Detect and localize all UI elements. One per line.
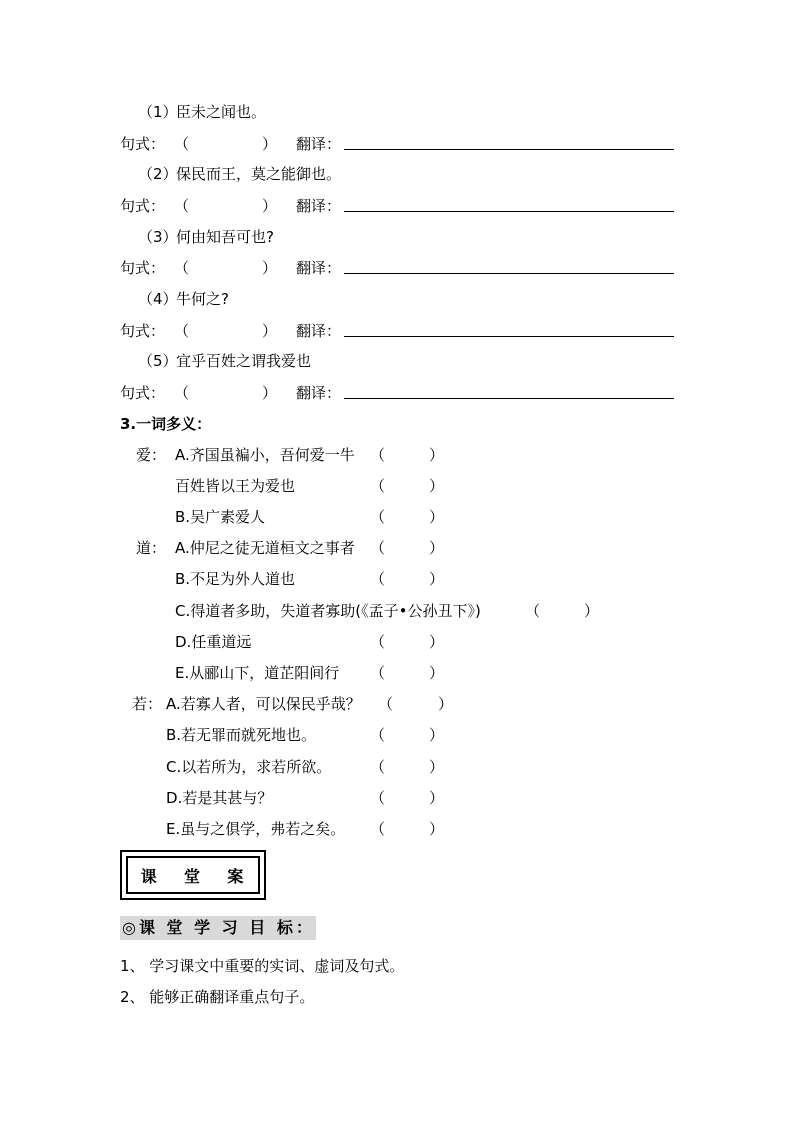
sentence-number: （2） <box>138 165 178 183</box>
polysemy-item: A.仲尼之徒无道桓文之事者 <box>175 539 355 557</box>
paren-open: （ <box>370 664 386 682</box>
banner-char: 案 <box>227 866 246 886</box>
sentence-text: 臣未之闻也。 <box>176 103 267 121</box>
objectives-title: ◎课 堂 学 习 目 标： <box>120 916 316 940</box>
sentence-text: 宜乎百姓之谓我爱也 <box>176 352 312 370</box>
polysemy-heading: 3.一词多义： <box>120 415 212 433</box>
paren-close: ） <box>584 602 600 620</box>
polysemy-word: 若： <box>132 695 163 713</box>
answer-line[interactable] <box>344 336 674 337</box>
paren-open: （ <box>174 197 190 215</box>
objective-item: 2、 能够正确翻译重点句子。 <box>120 988 315 1006</box>
paren-open: （ <box>525 602 541 620</box>
paren-open: （ <box>370 633 386 651</box>
paren-open: （ <box>174 322 190 340</box>
classroom-banner <box>120 850 266 900</box>
sentence-number: （3） <box>138 228 178 246</box>
paren-open: （ <box>370 789 386 807</box>
answer-line[interactable] <box>344 149 674 150</box>
syntax-label: 句式： <box>120 135 166 153</box>
paren-close: ） <box>429 726 445 744</box>
paren-close: ） <box>429 539 445 557</box>
paren-open: （ <box>370 508 386 526</box>
paren-open: （ <box>370 820 386 838</box>
answer-line[interactable] <box>344 398 674 399</box>
translate-label: 翻译： <box>296 197 342 215</box>
paren-open: （ <box>174 384 190 402</box>
polysemy-item: 百姓皆以王为爱也 <box>175 477 296 495</box>
paren-close: ） <box>262 259 278 277</box>
paren-open: （ <box>370 446 386 464</box>
banner-char: 课 <box>140 866 159 886</box>
polysemy-item: C.得道者多助，失道者寡助(《孟子•公孙丑下》) <box>175 602 481 620</box>
answer-line[interactable] <box>344 273 674 274</box>
banner-inner-frame <box>126 856 260 894</box>
syntax-label: 句式： <box>120 259 166 277</box>
banner-char: 堂 <box>183 866 202 886</box>
polysemy-item: E.从郦山下，道芷阳间行 <box>175 664 340 682</box>
polysemy-word: 爱： <box>136 446 167 464</box>
paren-open: （ <box>370 477 386 495</box>
paren-open: （ <box>370 570 386 588</box>
syntax-label: 句式： <box>120 322 166 340</box>
polysemy-item: A.若寡人者，可以保民乎哉？ <box>166 695 361 713</box>
paren-open: （ <box>370 539 386 557</box>
translate-label: 翻译： <box>296 384 342 402</box>
paren-close: ） <box>429 508 445 526</box>
paren-open: （ <box>174 259 190 277</box>
paren-close: ） <box>262 322 278 340</box>
translate-label: 翻译： <box>296 135 342 153</box>
paren-close: ） <box>262 135 278 153</box>
paren-close: ） <box>429 477 445 495</box>
paren-open: （ <box>378 695 394 713</box>
polysemy-item: B.吴广素爱人 <box>175 508 266 526</box>
polysemy-item: D.任重道远 <box>175 633 252 651</box>
translate-label: 翻译： <box>296 322 342 340</box>
objective-item: 1、 学习课文中重要的实词、虚词及句式。 <box>120 957 405 975</box>
polysemy-item: C.以若所为，求若所欲。 <box>166 758 332 776</box>
polysemy-word: 道： <box>136 539 167 557</box>
sentence-number: （4） <box>138 290 178 308</box>
paren-close: ） <box>262 197 278 215</box>
paren-open: （ <box>174 135 190 153</box>
sentence-text: 保民而王，莫之能御也。 <box>176 165 342 183</box>
polysemy-item: E.虽与之俱学，弗若之矣。 <box>166 820 346 838</box>
paren-close: ） <box>429 820 445 838</box>
paren-open: （ <box>370 758 386 776</box>
paren-close: ） <box>262 384 278 402</box>
paren-close: ） <box>438 695 454 713</box>
paren-close: ） <box>429 758 445 776</box>
syntax-label: 句式： <box>120 384 166 402</box>
translate-label: 翻译： <box>296 259 342 277</box>
paren-open: （ <box>370 726 386 744</box>
sentence-number: （5） <box>138 352 178 370</box>
answer-line[interactable] <box>344 211 674 212</box>
polysemy-item: A.齐国虽褊小，吾何爱一牛 <box>175 446 355 464</box>
paren-close: ） <box>429 789 445 807</box>
paren-close: ） <box>429 633 445 651</box>
paren-close: ） <box>429 664 445 682</box>
paren-close: ） <box>429 570 445 588</box>
paren-close: ） <box>429 446 445 464</box>
polysemy-item: B.不足为外人道也 <box>175 570 296 588</box>
polysemy-item: D.若是其甚与？ <box>166 789 273 807</box>
sentence-text: 何由知吾可也? <box>176 228 274 246</box>
sentence-number: （1） <box>138 103 178 121</box>
polysemy-item: B.若无罪而就死地也。 <box>166 726 317 744</box>
sentence-text: 牛何之? <box>176 290 229 308</box>
syntax-label: 句式： <box>120 197 166 215</box>
